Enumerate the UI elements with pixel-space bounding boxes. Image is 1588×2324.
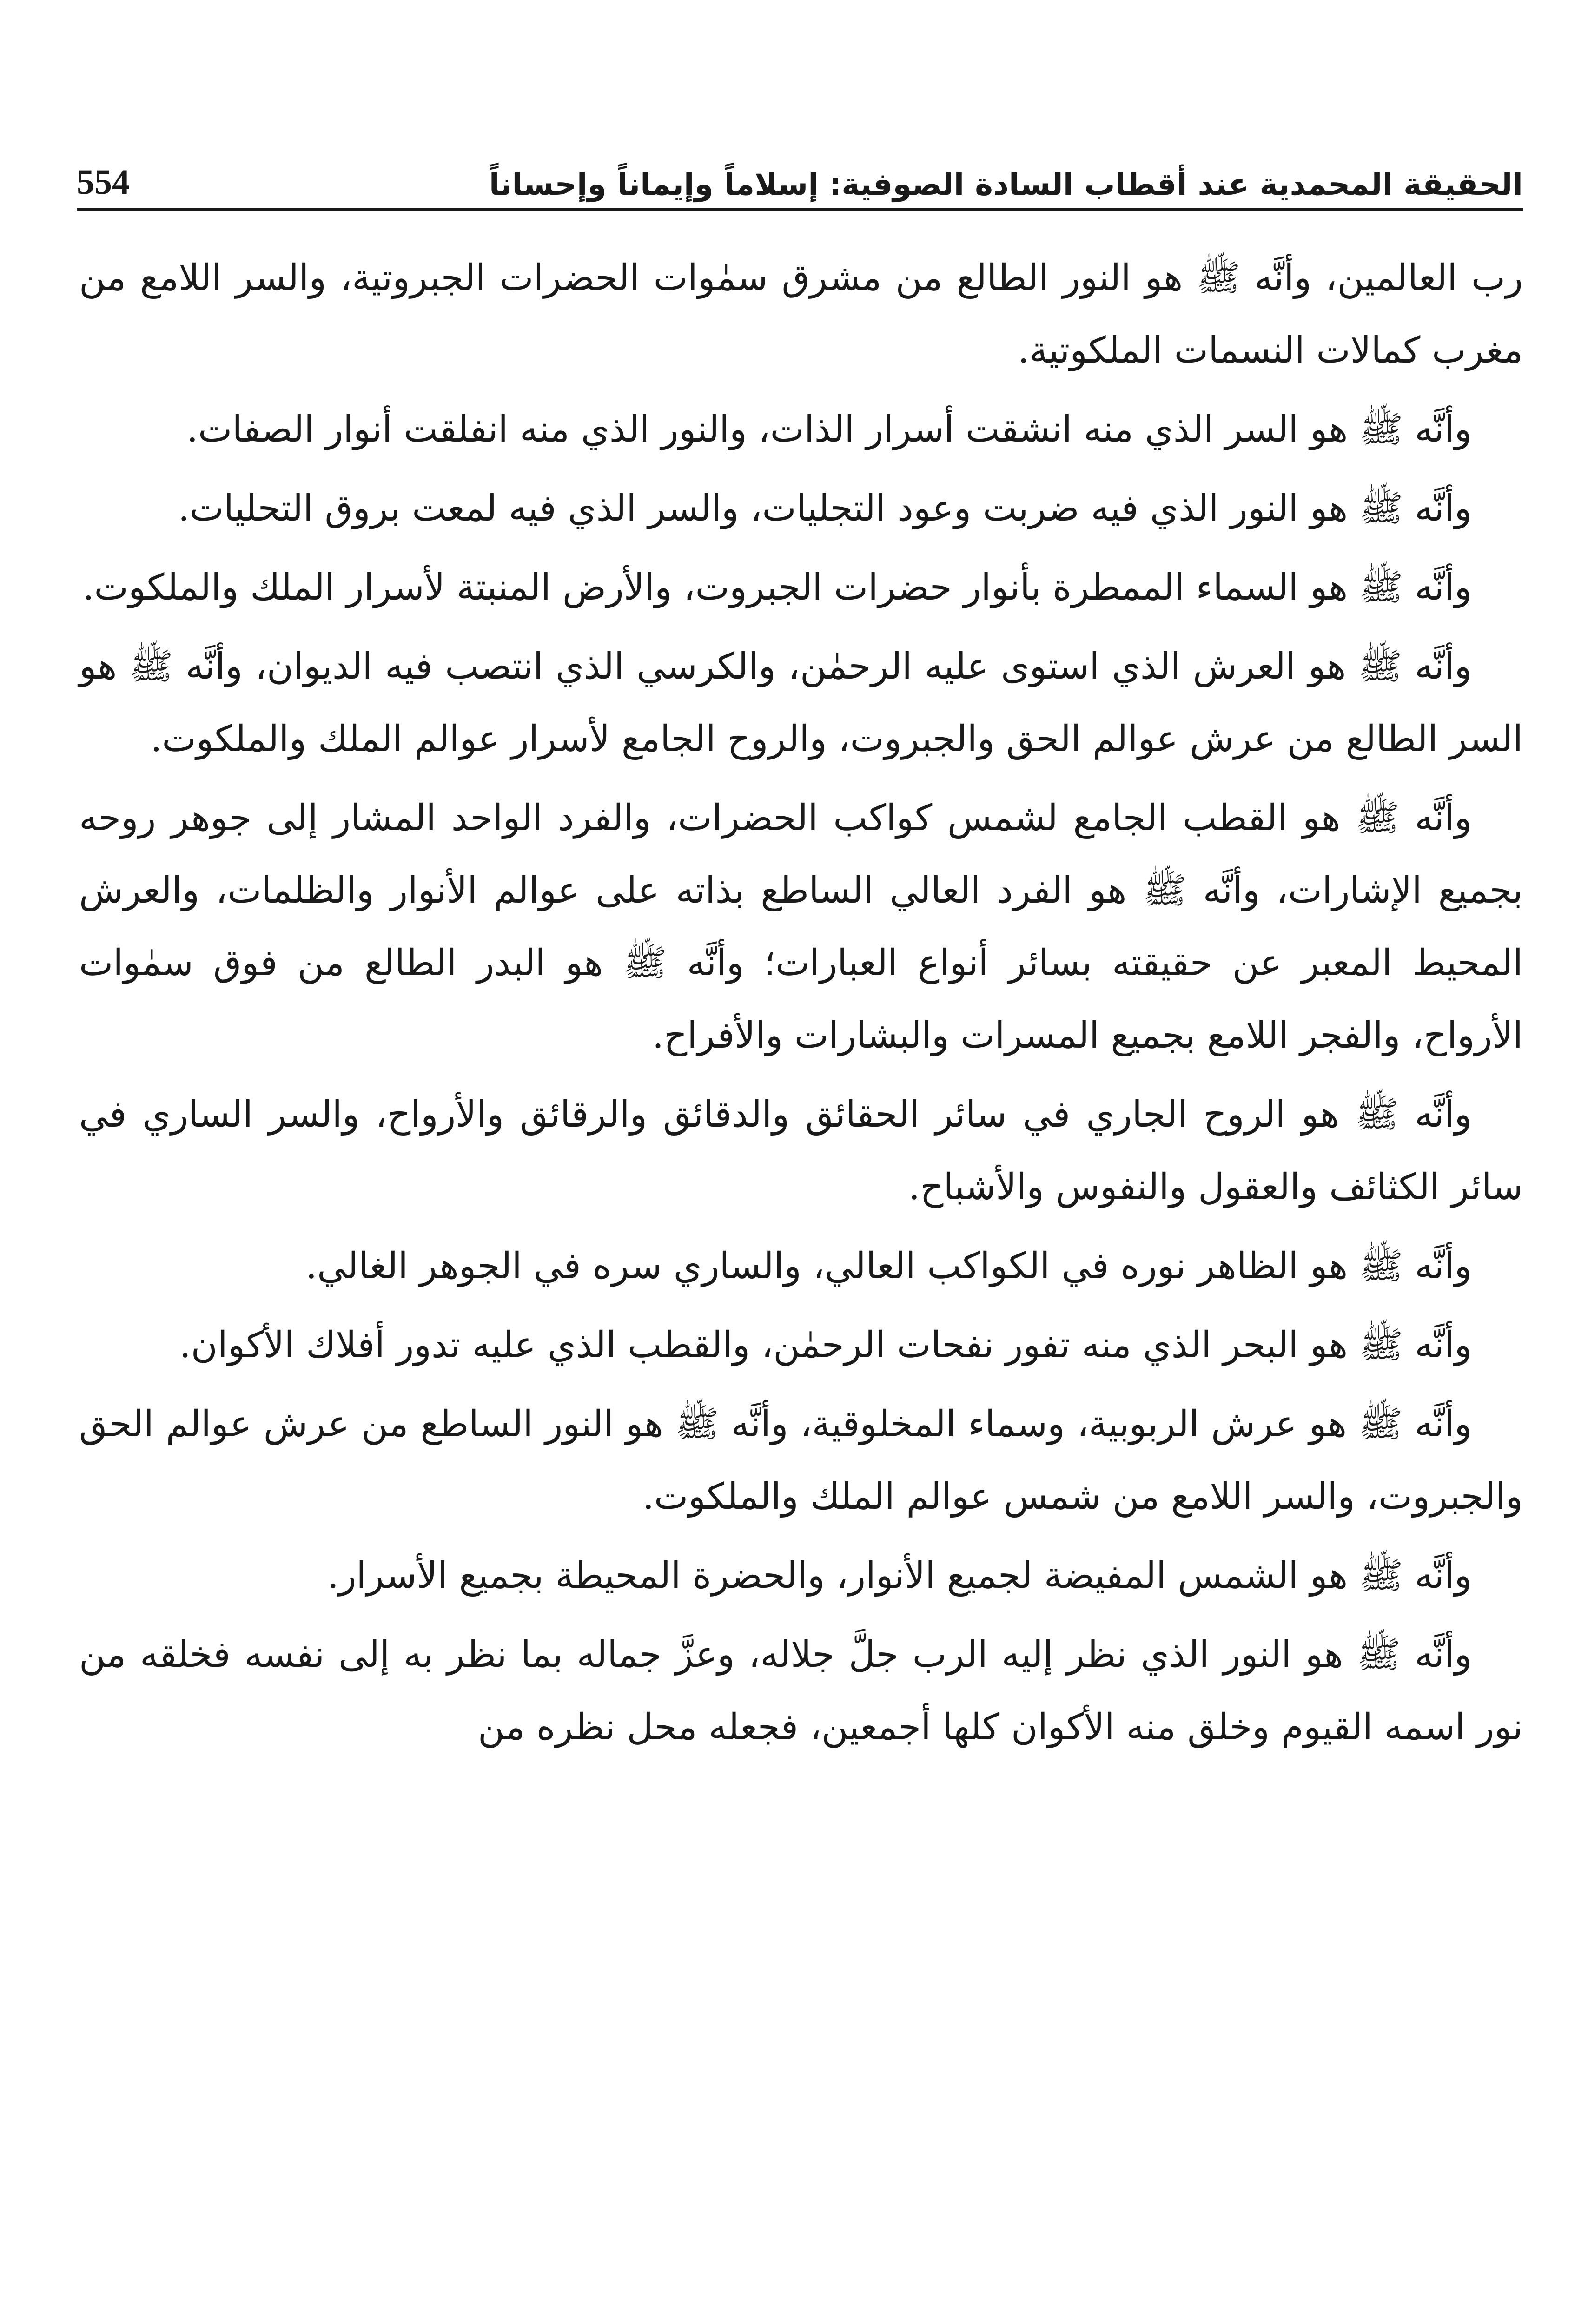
paragraph: وأنَّه ﷺ هو النور الذي فيه ضربت وعود التجليات، والسر الذي فيه لمعت بروق التحليات.: [178, 488, 1472, 529]
paragraph: وأنَّه ﷺ هو الروح الجاري في سائر الحقائق والدقائق والرقائق والأرواح، والسر الساري في سائر الكثائف والعقول والنفوس والأشباح.: [79, 1094, 1523, 1208]
paragraph: وأنَّه ﷺ هو العرش الذي استوى عليه الرحمٰن، والكرسي الذي انتصب فيه الديوان، وأنَّه ﷺ هو السر الطالع من عرش عوالم الحق والجبروت، والروح الجامع لأسرار عوالم الملك والملكوت.: [79, 646, 1523, 760]
page-number: 554: [77, 163, 130, 202]
paragraph: وأنَّه ﷺ هو البحر الذي منه تفور نفحات الرحمٰن، والقطب الذي عليه تدور أفلاك الأكوان.: [179, 1324, 1472, 1366]
paragraph: وأنَّه ﷺ هو عرش الربوبية، وسماء المخلوقية، وأنَّه ﷺ هو النور الساطع من عرش عوالم الحق والجبروت، والسر اللامع من شمس عوالم الملك والملكوت.: [79, 1403, 1523, 1518]
paragraph: وأنَّه ﷺ هو الظاهر نوره في الكواكب العالي، والساري سره في الجوهر الغالي.: [305, 1245, 1472, 1287]
running-title: الحقيقة المحمدية عند أقطاب السادة الصوفية: إسلاماً وإيماناً وإحساناً: [489, 166, 1523, 202]
paragraph: وأنَّه ﷺ هو القطب الجامع لشمس كواكب الحضرات، والفرد الواحد المشار إلى جوهر روحه بجميع الإشارات، وأنَّه ﷺ هو الفرد العالي الساطع بذاته على عوالم الأنوار والظلمات، والعرش المحيط المعبر عن حقيقته بسائر أنواع العبارات؛ وأنَّه ﷺ هو البدر الطالع من فوق سمٰوات الأرواح، والفجر اللامع بجميع المسرات والبشارات والأفراح.: [79, 797, 1523, 1056]
paragraph: وأنَّه ﷺ هو السر الذي منه انشقت أسرار الذات، والنور الذي منه انفلقت أنوار الصفات.: [186, 409, 1472, 450]
body-text: [79, 242, 1523, 1770]
page-header: [77, 139, 1523, 211]
paragraph: وأنَّه ﷺ هو النور الذي نظر إليه الرب جلَّ جلاله، وعزَّ جماله بما نظر به إلى نفسه فخلقه من نور اسمه القيوم وخلق منه الأكوان كلها أجمعين، فجعله محل نظره من: [79, 1634, 1523, 1748]
paragraph: رب العالمين، وأنَّه ﷺ هو النور الطالع من مشرق سمٰوات الحضرات الجبروتية، والسر اللامع من مغرب كمالات النسمات الملكوتية.: [79, 257, 1523, 371]
paragraph: وأنَّه ﷺ هو الشمس المفيضة لجميع الأنوار، والحضرة المحيطة بجميع الأسرار.: [327, 1555, 1472, 1597]
paragraph: وأنَّه ﷺ هو السماء الممطرة بأنوار حضرات الجبروت، والأرض المنبتة لأسرار الملك والملكوت.: [82, 567, 1472, 608]
